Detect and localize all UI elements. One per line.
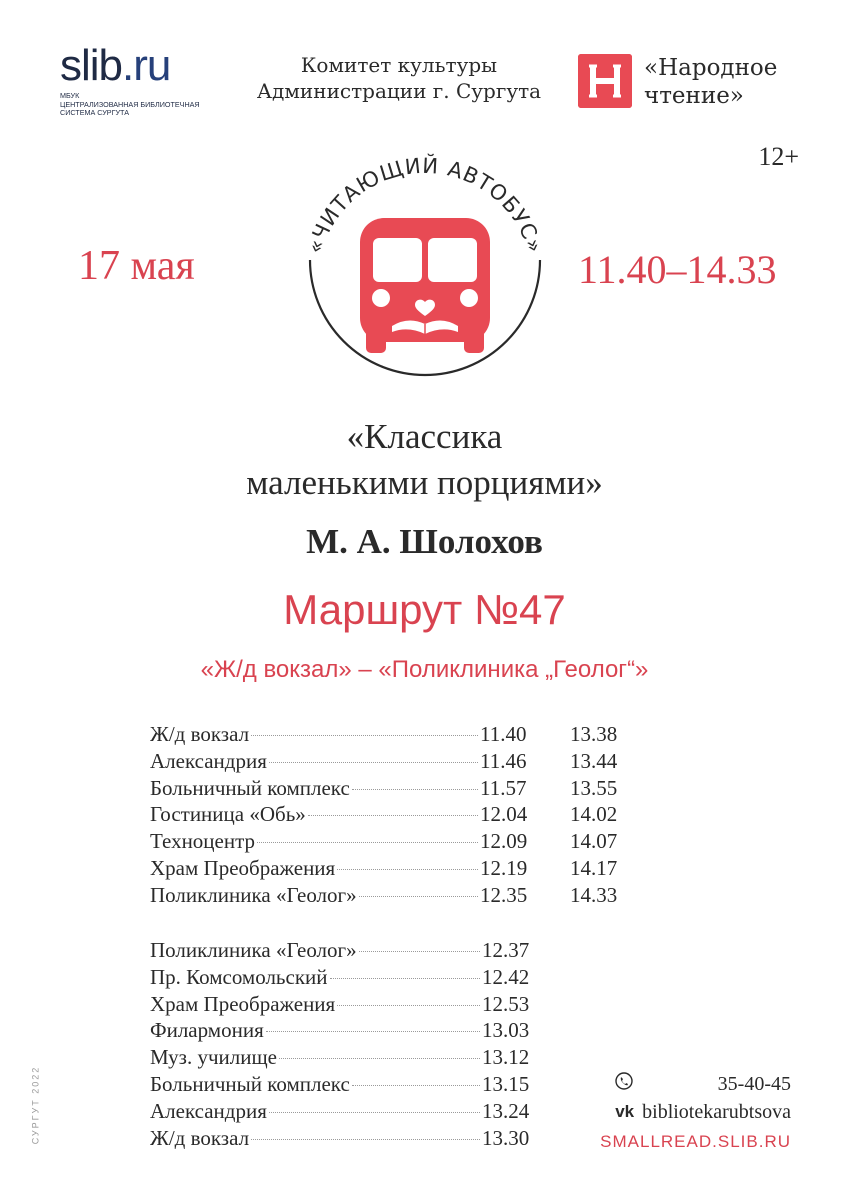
- narodnoe-chtenie-logo-icon: [578, 54, 632, 108]
- schedule-table-part2: [150, 938, 540, 1152]
- schedule-row: Больничный комплекс 11.57 13.55: [150, 775, 618, 800]
- schedule-row: Поликлиника «Геолог» 12.35 14.33: [150, 882, 618, 907]
- schedule-row: Ж/д вокзал 13.30: [150, 1125, 530, 1150]
- reading-bus-emblem: [280, 150, 570, 400]
- site-link[interactable]: SMALLREAD.SLIB.RU: [600, 1132, 791, 1151]
- schedule-row: Храм Преображения 12.53: [150, 991, 530, 1016]
- vk-icon: vk: [615, 1102, 635, 1121]
- contacts: [531, 1070, 791, 1126]
- event-subtitle: «Классика маленькими порциями»: [246, 417, 603, 502]
- vk-account[interactable]: bibliotekarubtsova: [642, 1100, 791, 1123]
- bus-icon: [360, 218, 490, 353]
- schedule-row: Ж/д вокзал 11.40 13.38: [150, 722, 618, 746]
- year-mark: СУРГУТ 2022: [30, 1065, 41, 1145]
- schedule-table-part1: [150, 722, 630, 910]
- narodnoe-chtenie-label: «Народное чтение»: [644, 55, 778, 109]
- route-subtitle: «Ж/д вокзал» – «Поликлиника „Геолог“»: [200, 656, 649, 683]
- schedule-row: Александрия 11.46 13.44: [150, 748, 618, 773]
- phone-number[interactable]: 35-40-45: [717, 1072, 791, 1095]
- phone-icon: [615, 1072, 633, 1096]
- route-title: Маршрут №47: [283, 586, 566, 633]
- schedule-row: Пр. Комсомольский 12.42: [150, 964, 530, 989]
- slib-logo-caption: МБУК ЦЕНТРАЛИЗОВАННАЯ БИБЛИОТЕЧНАЯ СИСТЕМА СУРГУТА: [60, 91, 200, 118]
- committee-title: Комитет культуры Администрации г. Сургута: [256, 53, 542, 103]
- vk-line: [531, 1098, 791, 1126]
- slib-logo-mark: slib.ru: [60, 41, 171, 90]
- schedule-row: Больничный комплекс 13.15: [150, 1071, 530, 1096]
- schedule-row: Поликлиника «Геолог» 12.37: [150, 938, 530, 962]
- event-time: 11.40–14.33: [578, 247, 777, 292]
- schedule-row: Техноцентр 12.09 14.07: [150, 829, 618, 854]
- author-name: М. А. Шолохов: [306, 522, 543, 561]
- age-rating: 12+: [758, 142, 799, 171]
- schedule-row: Храм Преображения 12.19 14.17: [150, 855, 618, 880]
- emblem-arc-text: «ЧИТАЮЩИЙ АВТОБУС»: [302, 153, 548, 257]
- phone-line: [531, 1070, 791, 1098]
- slib-logo: [60, 41, 220, 124]
- schedule-row: Александрия 13.24: [150, 1098, 530, 1123]
- event-date: 17 мая: [78, 243, 195, 289]
- schedule-row: Гостиница «Обь» 12.04 14.02: [150, 802, 618, 827]
- schedule-row: Муз. училище 13.12: [150, 1045, 530, 1070]
- schedule-row: Филармония 13.03: [150, 1018, 530, 1043]
